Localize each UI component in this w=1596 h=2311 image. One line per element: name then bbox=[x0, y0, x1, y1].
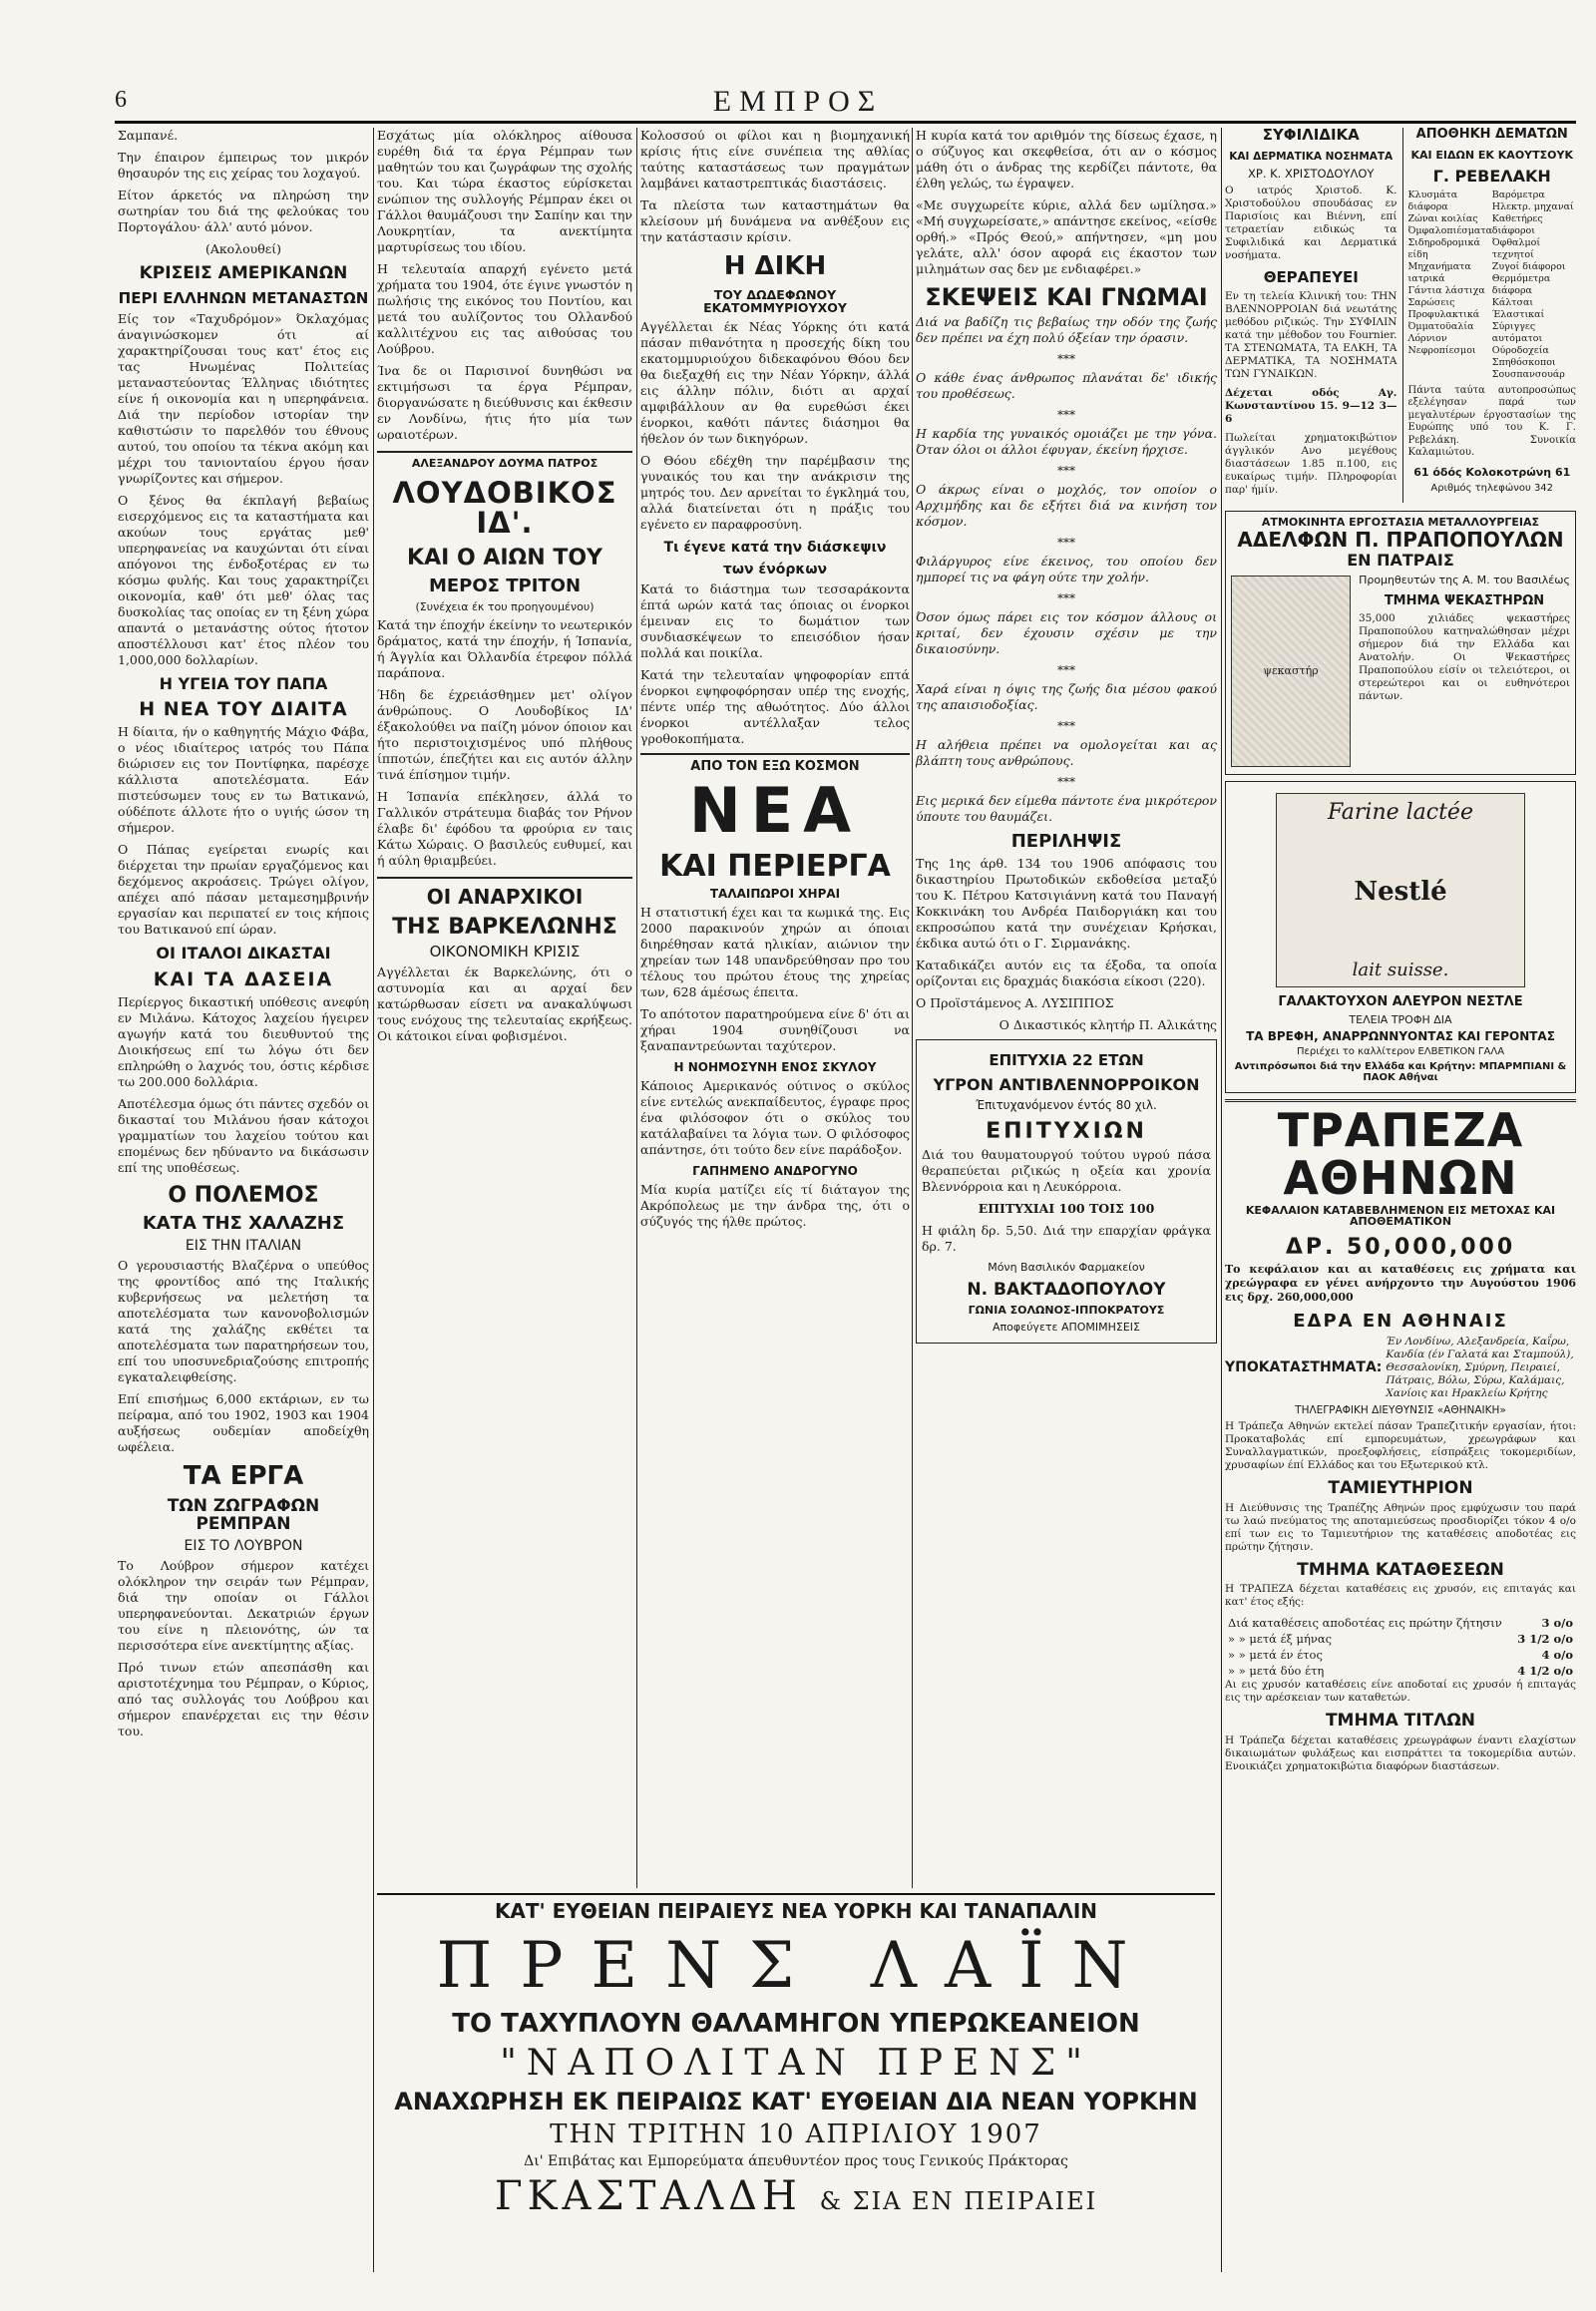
ad-subtitle: ΚΑΙ ΕΙΔΩΝ ΕΚ ΚΑΟΥΤΣΟΥΚ bbox=[1410, 148, 1573, 162]
separator: *** bbox=[1057, 536, 1075, 551]
ad-list-item: Όμφαλοπιέσματα bbox=[1407, 224, 1493, 236]
bank-telegraph: ΤΗΛΕΓΡΑΦΙΚΗ ΔΙΕΥΘΥΝΣΙΣ «ΑΘΗΝΑΙΚΗ» bbox=[1295, 1403, 1506, 1416]
column-divider bbox=[636, 128, 637, 1888]
bank-text: Η ΤΡΑΠΕΖΑ δέχεται καταθέσεις εις χρυσόν, εις επιταγάς και κατ' έτος εξής: bbox=[1225, 1583, 1576, 1609]
article-text: Κατά το διάστημα των τεσσαράκοντα έπτά ωρών κατά τας όποιας οι ένορκοι έμειναν εις το δωμάτιον των συνδιασκέψεων το επεισόδιον ήσαν πολλά και ποικίλα. bbox=[640, 580, 910, 660]
advertisement bbox=[916, 1039, 1217, 1343]
aphorism: Φιλάργυρος είνε έκεινος, του οποίου δεν ημπορεί τις να φάγη ούτε την χολήν. bbox=[916, 554, 1217, 585]
ad-name: Γ. ΡΕΒΕΛΑΚΗ bbox=[1432, 167, 1551, 187]
table-row bbox=[1225, 1663, 1576, 1679]
ad-text: 35,000 χιλιάδες ψεκαστήρες Πραποπούλου κατηναλώθησαν μέχρι σήμερον διά την Ελλάδα και Ανατολήν. Οι Ψεκαστήρες Πραποπούλου είσίν οι τελειότεροι, οι στερεώτεροι και οι ευθηνότεροι πάντων. bbox=[1359, 611, 1570, 702]
article-text: Η τελευταία απαρχή εγένετο μετά χρήματα του 1904, ότε έγινε γνωστόν η πωλήσις της εικόνος του Ποντίου, και μετά του αυλίζοντος του Ολλανδού καλλιτέχνου εις τας αιθούσας του Λούβρου. bbox=[377, 261, 632, 356]
article-text: Ο γερουσιαστής Βλαζέρνα ο υπεύθος της φροντίδος από της Ιταλικής κυβερνήσεως να μελετήση τα αποτελέσματα των κανονοβολισμών κατά της χαλάζης εκθέτει τα αποτελέσματα των παρατηρήσεων του, επί του υποσυνεδριαζούσης επιτροπής εγκαταλειφθείσης. bbox=[118, 1258, 369, 1385]
ad-title: ΕΠΙΤΥΧΙΩΝ bbox=[986, 1118, 1147, 1144]
ad-list-item: Κλυσμάτα διάφορα bbox=[1407, 189, 1458, 212]
separator: *** bbox=[1057, 352, 1075, 367]
ad-list-item: Προφυλακτικά bbox=[1407, 308, 1480, 320]
ad-city: ΕΝ ΠΑΤΡΑΙΣ bbox=[1347, 551, 1454, 571]
article-text: Ο ξένος θα έκπλαγή βεβαίως εισερχόμενος εις τα καταστήματα και ακούων τους εργάτας μεθ' υπερηφανείας να καυχώνται ότι είναι απόγονοι της ένδοξοτέρας εν τω κόσμω φυλής. Και τους χαρακτηρίζει οικονομία, καθ' ότι μεθ' όλας τας δυσκολίας τας οποίας εν τη ξένη χώρα απαντά ο μετανάστης ούτος ήτοτον αποστέλλουσι κατ' έτος πλέον του 1,000,000 δολλαρίων. bbox=[118, 492, 369, 667]
article-text: Μία κυρία ματίζει είς τί διάταγον της Ακρόπολεως με την άνδρα της, ότι ο σύζυγός της ήλθε πρώτος. bbox=[640, 1181, 910, 1229]
ad-title: ΕΠΙΤΥΧΙΑ 22 ΕΤΩΝ bbox=[989, 1051, 1144, 1070]
banner-date: ΤΗΝ ΤΡΙΤΗΝ 10 ΑΠΡΙΛΙΟΥ 1907 bbox=[550, 2119, 1042, 2149]
section-subtitle: των ένόρκων bbox=[722, 562, 828, 578]
ad-list-item: Λόρνιον bbox=[1407, 332, 1447, 344]
section-title: Η ΥΓΕΙΑ ΤΟΥ ΠΑΠΑ bbox=[159, 673, 328, 693]
column-4 bbox=[916, 128, 1217, 1888]
article-text: Κατά την έποχήν έκείνην το νεωτερικόν δράματος, κατά την έποχήν, ή Ίσπανία, ή Άγγλία και Όλλανδία έτρεφον πόλλά παράπονα. bbox=[377, 616, 632, 680]
rate-label: » » μετά έξ μήνας bbox=[1228, 1632, 1333, 1647]
ad-subtitle: ΤΑ ΒΡΕΦΗ, ΑΝΑΡΡΩΝΝΥΟΝΤΑΣ ΚΑΙ ΓΕΡΟΝΤΑΣ bbox=[1246, 1028, 1555, 1043]
ad-name: ΑΔΕΛΦΩΝ Π. ΠΡΑΠΟΠΟΥΛΩΝ bbox=[1237, 528, 1564, 553]
rate-value: 3 ο/ο bbox=[1541, 1616, 1573, 1631]
rate-value: 4 ο/ο bbox=[1541, 1648, 1573, 1663]
separator: *** bbox=[1057, 719, 1075, 734]
ad-list-item: Ηλεκτρ. μηχαναί bbox=[1491, 200, 1574, 212]
ad-text: Ο ιατρός Χριστοδ. Κ. Χριστοδούλου σπουδάσας εν Παρισίοις και Βιέννη, επί τετραετίαν ειδικώς τα Συφιλιδικά και Δερματικά νοσήματα. bbox=[1225, 184, 1397, 261]
novel-part: ΜΕΡΟΣ ΤΡΙΤΟΝ bbox=[428, 575, 582, 596]
ad-body-row bbox=[1231, 570, 1570, 769]
ad-list-item: Ζυγοί διάφοροι bbox=[1491, 260, 1566, 272]
section-title: Η ΔΙΚΗ bbox=[723, 251, 827, 281]
bank-text: Αι εις χρυσόν καταθέσεις είνε αποδοταί εις χρυσόν ή επιταγάς εις την αρέσκειαν των καταθετών. bbox=[1225, 1679, 1576, 1705]
ad-subtitle: ΥΓΡΟΝ ΑΝΤΙΒΛΕΝΝΟΡΡΟΙΚΟΝ bbox=[933, 1074, 1200, 1094]
nestle-brand: Nestlé bbox=[1354, 877, 1447, 908]
section-title: ΠΕΡΙΛΗΨΙΣ bbox=[1010, 831, 1122, 853]
page-header bbox=[0, 85, 1596, 119]
ad-row bbox=[1225, 128, 1576, 503]
article-text: Κολοσσού οι φίλοι και η βιομηχανική κρίσις ήτις είνε συνέπεια της αθλίας ταύτης καταστάσεως των πραγμάτων λαμβάνει καταστρεπτικάς διαστάσεις. bbox=[640, 128, 910, 191]
deposit-rates-table bbox=[1225, 1615, 1576, 1679]
aphorism: Ο άκρως είναι ο μοχλός, τον οποίον ο Αρχιμήδης και δε εξήτει διά να κινήση τον κόσμον. bbox=[916, 482, 1217, 530]
separator: *** bbox=[1057, 591, 1075, 606]
section-title: ΣΚΕΨΕΙΣ ΚΑΙ ΓΝΩΜΑΙ bbox=[925, 283, 1208, 311]
branches-label: ΥΠΟΚΑΤΑΣΤΗΜΑΤΑ: bbox=[1225, 1359, 1383, 1376]
article-text: Της 1ης άρθ. 134 του 1906 απόφασις του δικαστηρίου Πρωτοδικών εκδοθείσα μεταξύ του Κ. Πέτρου Κατσιγιάννη κατά του Παναγή Κοκκινάκη του Ανδρέα Παιδοργιάκη και του εκπροσώπου κατά την συνέχειαν Κρήσκαι, έκδικα αυτώ ότι ο Γ. Σιρμανάκης. bbox=[916, 856, 1217, 952]
subsection-title: ΓΑΠΗΜΕΝΟ ΑΝΔΡΟΓΥΝΟ bbox=[692, 1163, 858, 1178]
article-text: Την έπαιρον έμπειρως τον μικρόν θησαυρόν της εις χείρας του λοχαγού. bbox=[118, 150, 369, 181]
column-1 bbox=[118, 128, 369, 2272]
aphorism: Η καρδία της γυναικός ομοιάζει με την γόνα. Όταν όλοι οι άλλοι έφυγαν, έκείνη ήρχισε. bbox=[916, 426, 1217, 458]
article-text: Καταδικάζει αυτόν εις τα έξοδα, τα οποία ορίζονται εις δραχμάς διακόσια είκοσι (220). bbox=[916, 958, 1217, 989]
article-text: Αγγέλλεται έκ Βαρκελώνης, ότι ο αστυνομία και αι αρχαί δεν κατώρθωσαν είσετι να ανακαλύψωσι τους ενόχους της τελευταίας εκρήξεως. Οι κάτοικοι είναι φοβισμένοι. bbox=[377, 963, 632, 1043]
section-line: ΟΙΚΟΝΟΜΙΚΗ ΚΡΙΣΙΣ bbox=[429, 942, 581, 961]
ad-title: ΣΥΦΙΛΙΔΙΚΑ bbox=[1262, 128, 1360, 144]
ad-list-item: Σαρώσεις bbox=[1407, 296, 1455, 308]
aphorism: Διά να βαδίζη τις βεβαίως την οδόν της ζωής δεν πρέπει να έχη πολύ όξείαν την όρασιν. bbox=[916, 314, 1217, 346]
article-text: Ήδη δε έχρειάσθημεν μετ' ολίγον άνθρώπους. Ο Λουδοβίκος ΙΔ' έξακολούθει να παίζη μόνον όποιον και ήτο περιστοιχισμένος υπό πλήθους ίπποτών, έπεζήτει και εις αυτόν άλλην τινά έπίσημον τιμήν. bbox=[377, 686, 632, 782]
article-text: Η κυρία κατά τον αριθμόν της δίσεως έχασε, η ο σύζυγος και σκεφθείσα, ότι αν ο κόσμος μάθη ότι ο άνδρας της κερδίζει πάντοτε, θα έλθη γελώς, τω έγραψεν. bbox=[916, 128, 1217, 191]
rate-value: 3 1/2 ο/ο bbox=[1517, 1632, 1573, 1647]
section-subtitle: Η ΝΕΑ ΤΟΥ ΔΙΑΙΤΑ bbox=[139, 698, 348, 721]
bank-section-title: ΤΜΗΜΑ ΚΑΤΑΘΕΣΕΩΝ bbox=[1297, 1559, 1504, 1580]
ad-list-item: Νεφροπίεσμοι bbox=[1407, 344, 1476, 356]
ad-subtitle: Περιέχει το καλλίτερον ΕΛΒΕΤΙΚΟΝ ΓΑΛΑ bbox=[1296, 1046, 1505, 1058]
section-kicker: ΑΠΟ ΤΟΝ ΕΞΩ ΚΟΣΜΟΝ bbox=[640, 753, 910, 774]
bank-seat: ΕΔΡΑ ΕΝ ΑΘΗΝΑΙΣ bbox=[1293, 1310, 1508, 1332]
article-text: Ο Δικαστικός κλητήρ Π. Αλικάτης bbox=[998, 1017, 1217, 1033]
nestle-illustration bbox=[1276, 793, 1525, 987]
ad-list-item: Ζώναι κοιλίας bbox=[1407, 212, 1478, 224]
ad-doctor: ΧΡ. Κ. ΧΡΙΣΤΟΔΟΥΛΟΥ bbox=[1248, 166, 1375, 181]
nestle-wordmark: Farine lactée bbox=[1328, 799, 1473, 825]
sprayer-label: ψεκαστήρ bbox=[1263, 664, 1319, 678]
table-row bbox=[1225, 1631, 1576, 1647]
ad-heading: ΘΕΡΑΠΕΥΕΙ bbox=[1263, 267, 1359, 286]
header-rule bbox=[115, 121, 1576, 124]
ad-text: Δέχεται οδός Αγ. Κωνσταντίνου 15. 9—12 3—6 bbox=[1225, 386, 1397, 425]
ad-title: ΓΑΛΑΚΤΟΥΧΟΝ ΑΛΕΥΡΟΝ ΝΕΣΤΛΕ bbox=[1278, 993, 1523, 1009]
rate-value: 4 1/2 ο/ο bbox=[1517, 1664, 1573, 1679]
rate-label: » » μετά έν έτος bbox=[1228, 1648, 1323, 1663]
article-text: Κάποιος Αμερικανός ούτινος ο σκύλος είνε εντελώς ανεκπαίδευτος, έγραφε προς ένα φιλόσοφον ότι ο σκύλος του κατάλαβαίνει τα λόγια των. Ο φιλόσοφος απάντησε, ότι τούτο δεν είνε παράδοξον. bbox=[640, 1077, 910, 1157]
advertisement bbox=[1225, 511, 1576, 775]
article-text: «Με συγχωρείτε κύριε, αλλά δεν ωμίλησα.» «Μή συγχωρείσατε,» απάντησε εκείνος, «είσθε ορθή.» «Πρός Θεού,» απήντησεν, «μη μου γελάτε, αλλ' όσον αφορά εις έκαστον των μιλημάτων σας δεν με ενδιαφέρει.» bbox=[916, 197, 1217, 276]
subsection-title: Η ΝΟΗΜΟΣΥΝΗ ΕΝΟΣ ΣΚΥΛΟΥ bbox=[673, 1059, 877, 1074]
novel-author: ΑΛΕΞΑΝΔΡΟΥ ΔΟΥΜΑ ΠΑΤΡΟΣ bbox=[411, 457, 598, 470]
novel-note: (Συνέχεια έκ του προηγουμένου) bbox=[415, 599, 595, 613]
banner-ship-type: ΤΟ ΤΑΧΥΠΛΟΥΝ ΘΑΛΑΜΗΓΟΝ ΥΠΕΡΩΚΕΑΝΕΙΟΝ bbox=[452, 2009, 1140, 2039]
column-divider bbox=[373, 128, 374, 2272]
article-text: Ο Θόου εδέχθη την παρέμβασιν της γυναικός του και την ανάκρισιν της μητρός του. Δεν αρνείται το έγκλημά του, αλλά διατείνεται ότι η πράξις του εγένετο εν παραφροσύνη. bbox=[640, 452, 910, 532]
bank-capital: ΔΡ. 50,000,000 bbox=[1285, 1234, 1516, 1260]
banner-agent-name: ΓΚΑΣΤΑΛΔΗ bbox=[494, 2173, 802, 2219]
article-text: Επί επισήμως 6,000 εκτάριων, εν τω πείραμα, από του 1902, 1903 και 1904 αυξήσεως ουδεμίαν αποδείχθη ωφέλεια. bbox=[118, 1391, 369, 1455]
article-text: Ο Πάπας εγείρεται ενωρίς και διέρχεται την πρωίαν εργαζόμενος και δεχόμενος ακροάσεις. Τρώγει ολίγον, απέχει από πάσαν μεταμεσημβρινήν εργασίαν και περιπατεί εν τοις κήποις του Βατικανού επί ώραν. bbox=[118, 842, 369, 938]
ad-phone: Αριθμός τηλεφώνου 342 bbox=[1430, 482, 1554, 494]
ad-list-item: Μηχανήματα ιατρικά bbox=[1407, 260, 1471, 284]
article-text: Η Ίσπανία επέκλησεν, άλλά το Γαλλικόν στράτευμα διαβάς τον Ρήνον έλαβε δι' έφόδου τα φρούρια εν ταις Κάτω Χώραις. Ο βασιλεύς ευθυμεί, και ή αύλη θριαμβεύει. bbox=[377, 788, 632, 868]
article-text: Η στατιστική έχει και τα κωμικά της. Εις 2000 παρακινούν χηρών αι όποιαι διηρέθησαν κατά ηλικίαν, αιώνιον την χηρείαν των 148 υπανδρεύθησαν προ του τέλους του πρώτου έτους της χηρείας των, 628 άμέσως έπειτα. bbox=[640, 904, 910, 999]
article-text: Κατά την τελευταίαν ψηφοφορίαν επτά ένορκοι εψηφοφόρησαν υπέρ της ενοχής, πέντε υπέρ της αθωότητος. Δύο άλλοι ένορκοι αντέλλαξαν τελος γροθοκοπήματα. bbox=[640, 666, 910, 746]
column-divider bbox=[912, 128, 913, 1888]
ad-list-item: Σπηθόσκοποι bbox=[1491, 356, 1556, 368]
section-subtitle: ΤΟΥ ΔΩΔΕΦΩΝΟΥ ΕΚΑΤΟΜΜΥΡΙΟΥΧΟΥ bbox=[703, 287, 847, 316]
article-text: Αγγέλλεται έκ Νέας Υόρκης ότι κατά πάσαν πιθανότητα η προσεχής δίκη του εκατομμυριούχου διδεκαφόνου Θόου δεν θα διεξαχθή εις την Νέαν Υόρκην, άλλά εις άλλην πόλιν, διότι αι αρχαί αμφιβάλλουν αν θα ευρεθώσι έκει ένορκοι, καθότι πάντες διάσημοι θα ήθελον όν των δικηγόρων. bbox=[640, 318, 910, 446]
ad-supplier: Προμηθευτών της Α. Μ. του Βασιλέως bbox=[1359, 573, 1570, 586]
column-2 bbox=[377, 128, 632, 1888]
banner-departure: ΑΝΑΧΩΡΗΣΗ ΕΚ ΠΕΙΡΑΙΩΣ ΚΑΤ' ΕΥΘΕΙΑΝ ΔΙΑ ΝΕΑΝ ΥΟΡΚΗΝ bbox=[394, 2088, 1198, 2116]
banner-route: ΚΑΤ' ΕΥΘΕΙΑΝ ΠΕΙΡΑΙΕΥΣ ΝΕΑ ΥΟΡΚΗ ΚΑΙ ΤΑΝΑΠΑΛΙΝ bbox=[494, 1899, 1098, 1923]
ad-list bbox=[1407, 190, 1576, 381]
bank-text: Η Τράπεζα δέχεται καταθέσεις χρεωγράφων έναντι ελαχίστων δικαιωμάτων φυλάξεως και εισπράττει τα τοκομερίδια αυτών. Ενοικιάζει χρηματοκιβώτια διαφόρων διαστάσεων. bbox=[1225, 1734, 1576, 1773]
article-text: Εσχάτως μία ολόκληρος αίθουσα ευρέθη διά τα έργα Ρέμπραν των μαθητών του και ζωγράφων της σχολής του. Και τώρα έκαστος εύρίσκεται ενώπιον της συλλογής Ρέμπραν έκει οι Γάλλοι θαυμάζουσι την Σαπίην και την Λουκρητίαν, τα ανεκτίμητα μαρτυρίσεως του ιδίου. bbox=[377, 128, 632, 254]
bank-branches bbox=[1225, 1336, 1576, 1400]
rate-label: Διά καταθέσεις αποδοτέας εις πρώτην ζήτησιν bbox=[1228, 1616, 1502, 1631]
banner-agent-suffix: & ΣΙΑ ΕΝ ΠΕΙΡΑΙΕΙ bbox=[819, 2187, 1098, 2215]
rate-label: » » μετά δύο έτη bbox=[1228, 1664, 1325, 1679]
branches-list: Έν Λονδίνω, Αλεξανδρεία, Καΐρω, Κανδία (έν Γαλατά και Σταμπούλ), Θεσσαλονίκη, Σμύρνη, Πειραιεί, Πάτραις, Βόλω, Σύρω, Καλάμαις, Χανίοις και Ηρακλείω Κρήτης bbox=[1386, 1335, 1574, 1399]
shipping-banner bbox=[377, 1895, 1215, 2274]
section-subtitle: ΚΑΙ ΤΑ ΔΑΣΕΙΑ bbox=[153, 968, 334, 991]
separator: *** bbox=[1057, 775, 1075, 790]
column-5 bbox=[1225, 128, 1576, 2272]
article-text: Ίνα δε οι Παρισινοί δυνηθώσι να εκτιμήσωσι τα έργα Ρέμπραν, διοργανώσατε η διεύθυνσις και έκθεσιν εν Λονδίνω, ήτις ήτο μία των ωραιοτέρων. bbox=[377, 363, 632, 442]
aphorism: Όσον όμως πάρει εις τον κόσμον άλλους οι κριταί, δεν έχουσιν σχέσιν με την δικαιοσύνην. bbox=[916, 609, 1217, 657]
ad-list-right bbox=[1492, 190, 1576, 381]
banner-agent bbox=[377, 2173, 1215, 2219]
article-text: Σαμπανέ. bbox=[118, 128, 179, 143]
ad-list-item: Σουσπανσουάρ bbox=[1491, 368, 1565, 380]
ad-line: Έπιτυχανόμενον έντός 80 χιλ. bbox=[976, 1097, 1157, 1112]
section-title: ΟΙ ΑΝΑΡΧΙΚΟΙ bbox=[426, 884, 584, 909]
masthead-title: ΕΜΠΡΟΣ bbox=[712, 85, 884, 118]
aphorism: Η αλήθεια πρέπει να ομολογείται και ας βλάπτη τους ανθρώπους. bbox=[916, 737, 1217, 769]
ad-text: Πάντα ταύτα αυτοπροσώπως εξελέγησαν παρά των μεγαλυτέρων έργοστασίων της Ευρώπης υπό του Κ. Γ. Ρεβελάκη. Συνοικία Καλαμιώτου. bbox=[1407, 384, 1576, 459]
ad-subtitle: ΚΑΙ ΔΕΡΜΑΤΙΚΑ ΝΟΣΗΜΑΤΑ bbox=[1229, 150, 1394, 163]
ad-list-item: Όφθαλμοί τεχνητοί bbox=[1491, 236, 1541, 260]
ad-text: Εν τη τελεία Κλινική του: ΤΗΝ ΒΛΕΝΝΟΡΡΟΙΑΝ διά νεωτάτης μεθόδου ριζικώς. Την ΣΥΦΙΛΙΝ κατά την μέθοδον του Fournier. ΤΑ ΣΤΕΝΩΜΑΤΑ, ΤΑ ΕΛΚΗ, ΤΑ ΔΕΡΜΑΤΙΚΑ, ΤΑ ΝΟΣΗΜΑΤΑ ΤΩΝ ΓΥΝΑΙΚΩΝ. bbox=[1225, 289, 1397, 380]
column-divider bbox=[1221, 128, 1222, 2272]
aphorism: Εις μερικά δεν είμεθα πάντοτε ένα μικρότερον ύπουτε του θαυμάζει. bbox=[916, 793, 1217, 825]
article-text: Περίεργος δικαστική υπόθεσις ανεφύη εν Μιλάνω. Κάτοχος λαχείου ήγειρεν αγωγήν κατά του διευθυντού της Διοικήσεως επί τω λόγω ότι δεν επληρώθη ο λαχνός του, όστις κέρδισε τω 200.000 δολλάρια. bbox=[118, 994, 369, 1090]
ad-text: Πωλείται χρηματοκιβώτιον άγγλικόν Ανο μεγέθους διαστάσεων 1.85 π.100, εις ευκαίρως τιμήν. Πληροφορίαι παρ' ήμίν. bbox=[1225, 431, 1397, 496]
bank-title: ΤΡΑΠΕΖΑ ΑΘΗΝΩΝ bbox=[1277, 1103, 1524, 1206]
article-text: Τα πλείστα των καταστημάτων θα κλείσουν μή δυνάμενα να ανθέξουν εις την κατάστασιν κρίσιν. bbox=[640, 197, 910, 244]
bank-text: Το κεφάλαιον και αι καταθέσεις εις χρήματα και χρεώγραφα εν γένει ανήρχοντο την Αυγούστου 1906 εις δρχ. 260,000,000 bbox=[1225, 1262, 1576, 1304]
ad-list-item: Κάλτσαι Έλαστικαί bbox=[1491, 296, 1545, 320]
article-text: Πρό τινων ετών απεσπάσθη και αριστοτέχνημα του Ρέμπραν, ο Κύριος, από τας συλλογάς του Λούβρου και σήμερον επανέρχεται εις την θέσιν του. bbox=[118, 1660, 369, 1739]
ad-list-item: Όμματοϋαλία bbox=[1407, 320, 1474, 332]
ad-section: ΤΜΗΜΑ ΨΕΚΑΣΤΗΡΩΝ bbox=[1384, 592, 1545, 608]
ad-text: Η φιάλη δρ. 5,50. Διά την επαρχίαν φράγκα δρ. 7. bbox=[922, 1222, 1211, 1254]
aphorism: Χαρά είναι η όψις της ζωής δια μέσου φακού της απαισιοδοξίας. bbox=[916, 681, 1217, 713]
bank-text: Η Τράπεζα Αθηνών εκτελεί πάσαν Τραπεζιτικήν εργασίαν, ήτοι: Προκαταβολάς επί εμπορευμάτων, χρεωγράφων και Συναλλαγματικών, προεξοφλήσεις, είσπράξεις τοκομεριδίων, χρυσαφίων έπί Ελλάδος και του Εξωτερικού κτλ. bbox=[1225, 1419, 1576, 1471]
nestle-caption: lait suisse. bbox=[1352, 959, 1449, 980]
separator: *** bbox=[1057, 464, 1075, 479]
novel-subtitle: ΚΑΙ Ο ΑΙΩΝ ΤΟΥ bbox=[407, 545, 602, 571]
article-text: Το απότοτον παρατηρούμενα είνε δ' ότι αι χήραι 1904 συνηθίζουσι να ξαναπαντρεύωνται ταχύτερον. bbox=[640, 1005, 910, 1053]
deposit-rates-body bbox=[1225, 1615, 1576, 1679]
bank-subtitle: ΚΕΦΑΛΑΙΟΝ ΚΑΤΑΒΕΒΛΗΜΕΝΟΝ ΕΙΣ ΜΕΤΟΧΑΣ ΚΑΙ ΑΠΟΘΕΜΑΤΙΚΟΝ bbox=[1245, 1203, 1556, 1229]
page-number: 6 bbox=[115, 87, 127, 113]
article-text: Είς τον «Ταχυδρόμον» Όκλαχόμας άναγινώσκομεν ότι αί χαρακτηρίζουσαι τους κατ' έτος εις τας Ηνωμένας Πολιτείας μεταναστεύοντας Έλληνας ιδιότητες είνε ή οικονομία και η υπερηφάνεια. Διά την περίοδον ιστορίαν την καθιστώσιν το παρελθόν του έθνους αυτού, του οποίου τα τέκνα ακόμη και μέχρι του τανιονταίου έργου ήσαν γνωρίζοντες και σήμερον. bbox=[118, 310, 369, 486]
section-title: Ο ΠΟΛΕΜΟΣ bbox=[168, 1183, 319, 1209]
column-3 bbox=[640, 128, 910, 1888]
section-subtitle: ΤΩΝ ΖΩΓΡΑΦΩΝ ΡΕΜΠΡΑΝ bbox=[167, 1496, 320, 1535]
section-subtitle: ΚΑΙ ΠΕΡΙΕΡΓΑ bbox=[659, 849, 891, 885]
section-subtitle: ΤΗΣ ΒΑΡΚΕΛΩΝΗΣ bbox=[392, 914, 617, 940]
section-rule bbox=[377, 451, 632, 453]
section-subtitle: ΠΕΡΙ ΕΛΛΗΝΩΝ ΜΕΤΑΝΑΣΤΩΝ bbox=[118, 288, 369, 307]
ad-footer: Αποφεύγετε ΑΠΟΜΙΜΗΣΕΙΣ bbox=[992, 1320, 1140, 1334]
ad-list-item: Ούροδοχεία bbox=[1491, 344, 1549, 356]
section-title: ΚΡΙΣΕΙΣ ΑΜΕΡΙΚΑΝΩΝ bbox=[139, 263, 348, 283]
table-row bbox=[1225, 1615, 1576, 1631]
bank-section-title: ΤΑΜΙΕΥΤΗΡΙΟΝ bbox=[1328, 1477, 1473, 1498]
ad-agent: Αντιπρόσωποι διά την Ελλάδα και Κρήτην: ΜΠΑΡΜΠΙΑΝΙ & ΠΑΟΚ Αθήναι bbox=[1234, 1061, 1567, 1084]
ad-list-item: Σύριγγες αυτόματοι bbox=[1491, 320, 1543, 344]
bank-section-title: ΤΜΗΜΑ ΤΙΤΛΩΝ bbox=[1325, 1711, 1476, 1732]
ad-list-left bbox=[1407, 190, 1491, 381]
section-title: ΝΕΑ bbox=[688, 773, 862, 847]
ad-title: ΑΠΟΘΗΚΗ ΔΕΜΑΤΩΝ bbox=[1415, 128, 1568, 142]
ad-seller: Ν. ΒΑΚΤΑΔΟΠΟΥΛΟΥ bbox=[967, 1279, 1166, 1300]
novel-title: ΛΟΥΔΟΒΙΚΟΣ ΙΔ'. bbox=[392, 476, 617, 541]
article-text: Αποτέλεσμα όμως ότι πάντες σχεδόν οι δικασταί του Μιλάνου ήσαν κάτοχοι γραμματίων του λαχείου τούτου και επομένως δεν ηδύναντο να δικάσωσιν επί της υποθέσεως. bbox=[118, 1096, 369, 1176]
advertisement bbox=[1225, 128, 1396, 503]
section-rule bbox=[377, 877, 632, 879]
ad-title: ΑΤΜΟΚΙΝΗΤΑ ΕΡΓΟΣΤΑΣΙΑ ΜΕΤΑΛΛΟΥΡΓΕΙΑΣ bbox=[1261, 515, 1540, 529]
aphorism: Ο κάθε ένας άνθρωπος πλανάται δε' ιδικής του προθέσεως. bbox=[916, 370, 1217, 402]
bank-text: Η Διεύθυνσις της Τραπέζης Αθηνών προς εμφύχωσιν του παρά τω λαώ πνεύματος της αποταμιεύσεως προσδιορίζει τόκον 4 ο/ο επί των εις το Ταμιευτήριον της καταθέσεις αποδοτέας εις πρώτην ζήτησιν. bbox=[1225, 1501, 1576, 1553]
article-text: (Ακολουθεί) bbox=[204, 241, 282, 256]
table-row bbox=[1225, 1647, 1576, 1663]
article-text: Η δίαιτα, ήν ο καθηγητής Μάχιο Φάβα, ο νέος ιδιαίτερος ιατρός του Πάπα διώρισεν εις τον Ποντίφηκα, παρέσχε κάλλιστα αποτελέσματα. Εάν πιστεύσωμεν τους εν τω Βατικανώ, ούδέποτε άλλοτε ήτο ο υγιής ώσον τη σήμερον. bbox=[118, 724, 369, 836]
banner-ship-name: "ΝΑΠΟΛΙΤΑΝ ΠΡΕΝΣ" bbox=[500, 2043, 1092, 2084]
ad-seller-label: Μόνη Βασιλικόν Φαρμακείον bbox=[988, 1260, 1145, 1274]
ad-list-item: Γάντια λάστιχα bbox=[1407, 284, 1485, 296]
ad-list-item: Καθετήρες διάφοροι bbox=[1491, 212, 1543, 236]
banner-contact: Δι' Επιβάτας και Εμπορεύματα άπευθυντέον προς τους Γενικούς Πράκτορας bbox=[524, 2153, 1068, 2169]
banner-line-name: ΠΡΕΝΣ ΛΑΪΝ bbox=[436, 1929, 1156, 2003]
ad-list-item: Θερμόμετρα διάφορα bbox=[1491, 272, 1551, 296]
ad-text: Διά του θαυματουργού τούτου υγρού πάσα θεραπεύεται ριζικώς η οξεία και χρονία Βλεννόρροια και η Λευκόρροια. bbox=[922, 1146, 1211, 1194]
article-text: Το Λούβρον σήμερον κατέχει ολόκληρον την σειράν των Ρέμπραν, διά την οποίαν οι Γάλλοι υπερηφανεύονται. Δεκατριών έργων του είνε η πλειονότης, ών τα περισσότερα είνε ανεκτίμητης αξίας. bbox=[118, 1558, 369, 1654]
article-text: Ο Προϊστάμενος Α. ΛΥΣΙΠΠΟΣ bbox=[916, 995, 1114, 1011]
ad-address: 61 όδός Κολοκοτρώνη 61 bbox=[1413, 465, 1571, 479]
sprayer-image bbox=[1231, 576, 1351, 767]
section-subtitle: ΚΑΤΑ ΤΗΣ ΧΑΛΑΖΗΣ bbox=[142, 1213, 345, 1235]
section-title: ΤΑ ΕΡΓΑ bbox=[183, 1461, 304, 1492]
section-line: ΕΙΣ ΤΗΝ ΙΤΑΛΙΑΝ bbox=[185, 1238, 302, 1255]
section-rule bbox=[1225, 1099, 1576, 1102]
advertisement bbox=[1402, 128, 1576, 503]
separator: *** bbox=[1057, 408, 1075, 423]
subsection-title: ΤΑΛΑΙΠΩΡΟΙ ΧΗΡΑΙ bbox=[709, 886, 841, 901]
ad-copy bbox=[1359, 570, 1570, 769]
separator: *** bbox=[1057, 663, 1075, 678]
ad-list-item: Σιδηροδρομικά είδη bbox=[1407, 236, 1480, 260]
ad-text: ΕΠΙΤΥΧΙΑΙ 100 ΤΟΙΣ 100 bbox=[978, 1200, 1155, 1216]
ad-address: ΓΩΝΙΑ ΣΟΛΩΝΟΣ-ΙΠΠΟΚΡΑΤΟΥΣ bbox=[968, 1303, 1165, 1317]
section-line: ΕΙΣ ΤΟ ΛΟΥΒΡΟΝ bbox=[184, 1538, 303, 1555]
section-title: Τι έγενε κατά την διάσκεψιν bbox=[663, 539, 887, 556]
article-text: Είτον άρκετός να πληρώση την σωτηρίαν του διά της φελούκας του Πορτογάλου· άλλ' αυτό μόνον. bbox=[118, 188, 369, 234]
ad-subtitle: ΤΕΛΕΙΑ ΤΡΟΦΗ ΔΙΑ bbox=[1349, 1012, 1452, 1026]
ad-list-item: Βαρόμετρα bbox=[1491, 189, 1545, 200]
section-title: ΟΙ ΙΤΑΛΟΙ ΔΙΚΑΣΤΑΙ bbox=[156, 944, 331, 963]
advertisement bbox=[1225, 781, 1576, 1093]
